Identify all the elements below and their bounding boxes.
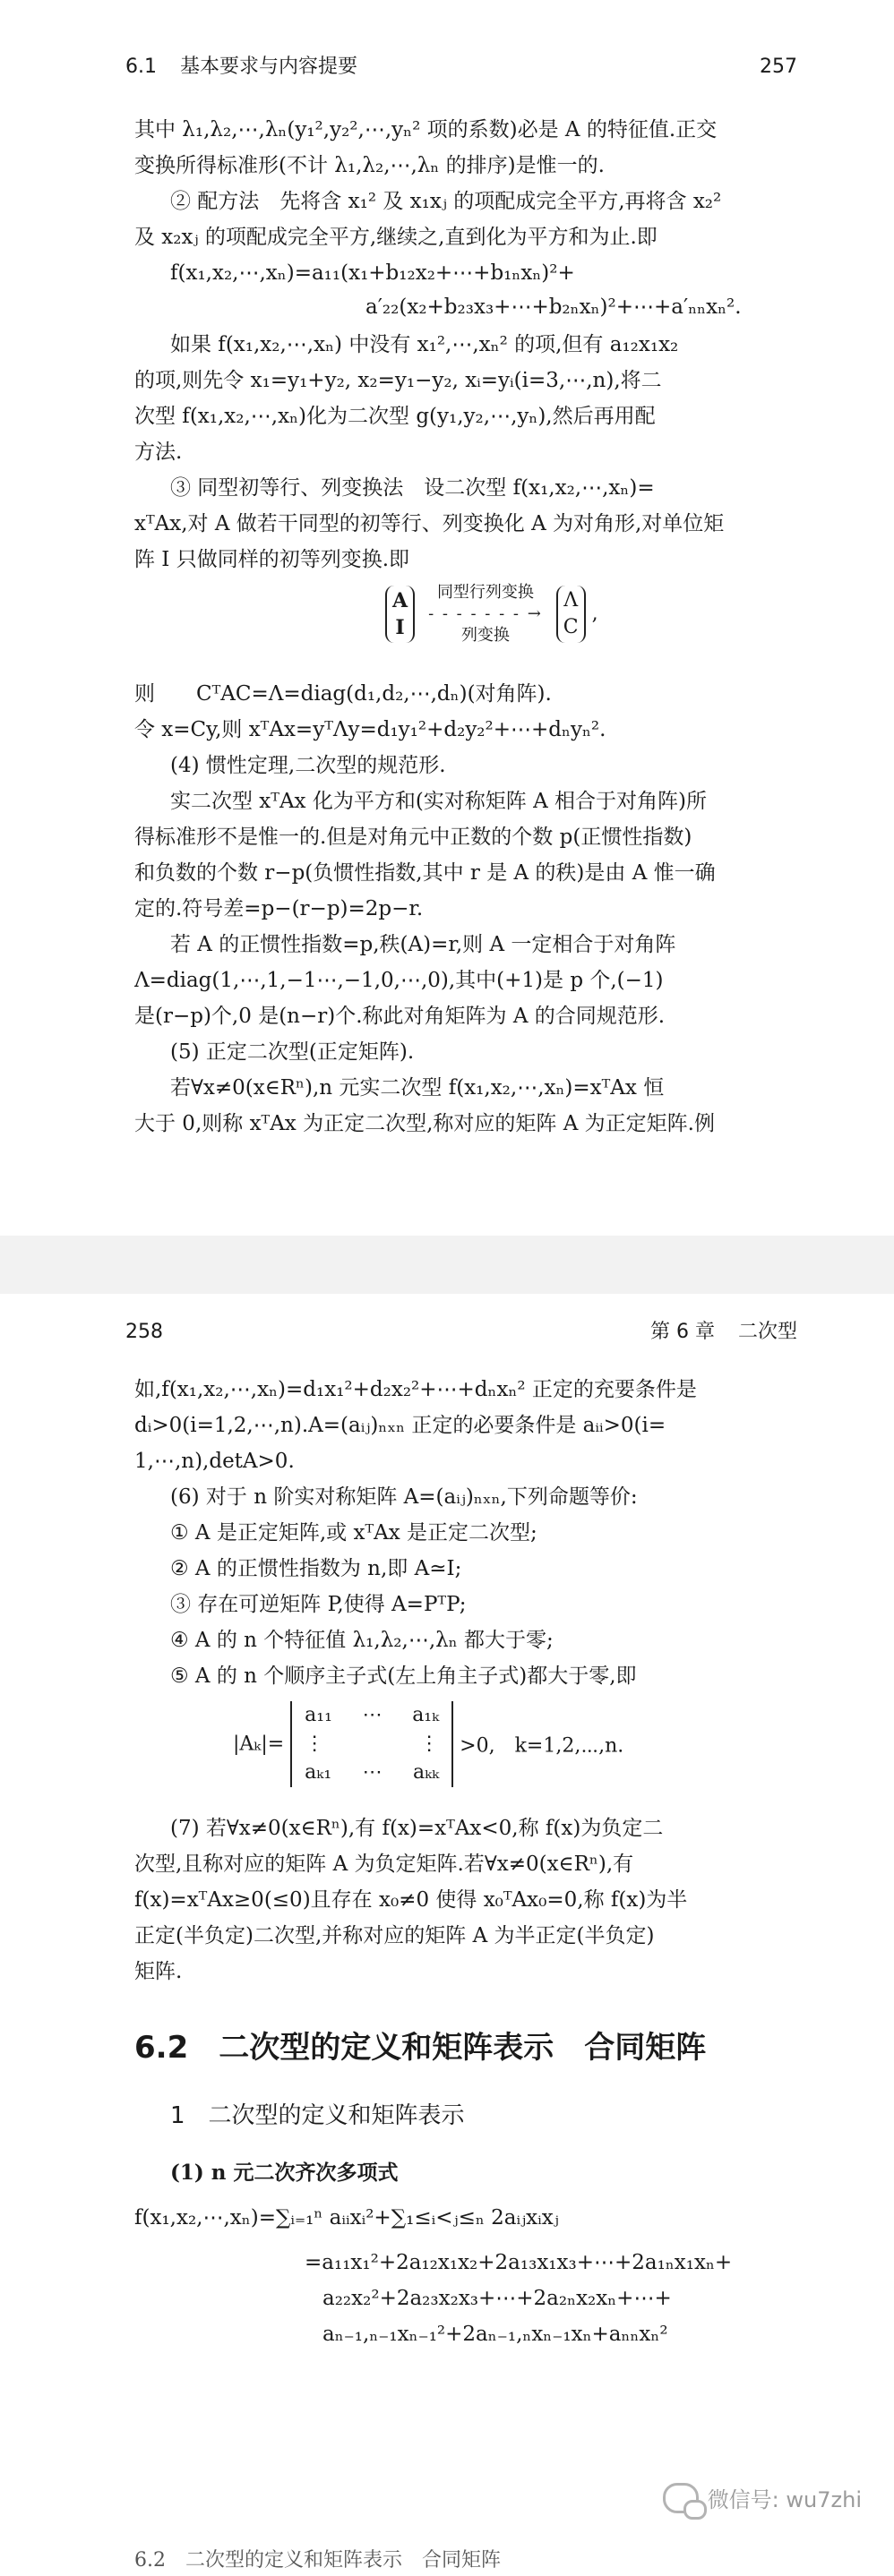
text-line: Λ=diag(1,⋯,1,−1⋯,−1,0,⋯,0),其中(+1)是 p 个,(−1) xyxy=(134,969,664,992)
text-line: (5) 正定二次型(正定矩阵). xyxy=(170,1040,415,1064)
dashed-arrow-icon: - - - - - - - → xyxy=(428,604,543,623)
formula-line: aₙ₋₁,ₙ₋₁xₙ₋₁²+2aₙ₋₁,ₙxₙ₋₁xₙ+aₙₙxₙ² xyxy=(322,2323,668,2346)
matrix-entry: I xyxy=(395,616,405,639)
text-line: 1,⋯,n),detA>0. xyxy=(134,1450,295,1473)
det-entry: aₖ₁ xyxy=(305,1761,332,1784)
text-line: 和负数的个数 r−p(负惯性指数,其中 r 是 A 的秩)是由 A 惟一确 xyxy=(134,861,716,885)
text-line: 若∀x≠0(x∈Rⁿ),n 元实二次型 f(x₁,x₂,⋯,xₙ)=xᵀAx 恒 xyxy=(170,1076,665,1100)
formula-line: f(x₁,x₂,⋯,xₙ)=a₁₁(x₁+b₁₂x₂+⋯+b₁ₙxₙ)²+ xyxy=(170,261,575,285)
text-line: 定的.符号差=p−(r−p)=2p−r. xyxy=(134,897,424,920)
page-header xyxy=(125,54,797,81)
left-block-matrix xyxy=(385,586,415,643)
text-line: f(x)=xᵀAx≥0(≤0)且存在 x₀≠0 使得 x₀ᵀAx₀=0,称 f(x)为半 xyxy=(134,1888,688,1912)
text-line: 如,f(x₁,x₂,⋯,xₙ)=d₁x₁²+d₂x₂²+⋯+dₙxₙ² 正定的充要条件是 xyxy=(134,1378,697,1401)
det-grid xyxy=(290,1701,453,1787)
det-label: |Aₖ|= xyxy=(233,1733,285,1756)
det-entry: ⋮ xyxy=(305,1733,325,1755)
det-entry: a₁ₖ xyxy=(412,1704,440,1726)
arrow-top-label: 同型行列变换 xyxy=(436,583,534,602)
formula-line: a₂₂x₂²+2a₂₃x₂x₃+⋯+2a₂ₙx₂xₙ+⋯+ xyxy=(322,2287,672,2310)
text-line: ② A 的正惯性指数为 n,即 A≃I; xyxy=(170,1557,462,1580)
formula-line: a′₂₂(x₂+b₂₃x₃+⋯+b₂ₙxₙ)²+⋯+a′ₙₙxₙ². xyxy=(365,295,742,319)
text-line: dᵢ>0(i=1,2,⋯,n).A=(aᵢⱼ)ₙₓₙ 正定的必要条件是 aᵢᵢ>0(i= xyxy=(134,1414,666,1437)
matrix-entry: C xyxy=(563,616,579,638)
header-page-number: 258 xyxy=(125,1321,163,1343)
trailing-comma: , xyxy=(591,603,598,625)
text-line: ③ 存在可逆矩阵 P,使得 A=PᵀP; xyxy=(170,1593,467,1616)
text-line: 若 A 的正惯性指数=p,秩(A)=r,则 A 一定相合于对角阵 xyxy=(170,933,676,956)
text-line: 其中 λ₁,λ₂,⋯,λₙ(y₁²,y₂²,⋯,yₙ² 项的系数)必是 A 的特征值.正交 xyxy=(134,118,718,141)
header-section: 6.1 xyxy=(125,56,157,78)
formula-line: =a₁₁x₁²+2a₁₂x₁x₂+2a₁₃x₁x₃+⋯+2a₁ₙx₁xₙ+ xyxy=(305,2251,733,2274)
page-258 xyxy=(0,1294,894,2576)
text-line: 变换所得标准形(不计 λ₁,λ₂,⋯,λₙ 的排序)是惟一的. xyxy=(134,154,605,177)
page-257 xyxy=(0,0,894,1236)
text-line: ① A 是正定矩阵,或 xᵀAx 是正定二次型; xyxy=(170,1521,537,1545)
text-line: 矩阵. xyxy=(134,1960,183,1983)
text-line: (4) 惯性定理,二次型的规范形. xyxy=(170,754,446,777)
text-line: 正定(半负定)二次型,并称对应的矩阵 A 为半正定(半负定) xyxy=(134,1924,655,1947)
text-line: xᵀAx,对 A 做若干同型的初等行、列变换化 A 为对角形,对单位矩 xyxy=(134,512,725,535)
det-entry: ⋯ xyxy=(362,1704,383,1726)
page-gap xyxy=(0,1236,894,1294)
arrow-bottom-label: 列变换 xyxy=(460,626,510,645)
text-line: (6) 对于 n 阶实对称矩阵 A=(aᵢⱼ)ₙₓₙ,下列命题等价: xyxy=(170,1485,638,1509)
item-title: (1) n 元二次齐次多项式 xyxy=(170,2161,399,2185)
text-line: 次型 f(x₁,x₂,⋯,xₙ)化为二次型 g(y₁,y₂,⋯,yₙ),然后再用配 xyxy=(134,405,656,428)
text-line: ⑤ A 的 n 个顺序主子式(左上角主子式)都大于零,即 xyxy=(170,1665,637,1688)
watermark-text: 微信号: wu7zhi xyxy=(707,2487,862,2512)
text-line: (7) 若∀x≠0(x∈Rⁿ),有 f(x)=xᵀAx<0,称 f(x)为负定二 xyxy=(170,1817,664,1840)
leading-minor-determinant xyxy=(233,1701,623,1787)
formula-line: f(x₁,x₂,⋯,xₙ)=∑ᵢ₌₁ⁿ aᵢᵢxᵢ²+∑₁≤ᵢ<ⱼ≤ₙ 2aᵢⱼxᵢxⱼ xyxy=(134,2206,559,2229)
text-line: 次型,且称对应的矩阵 A 为负定矩阵.若∀x≠0(x∈Rⁿ),有 xyxy=(134,1853,634,1876)
transform-arrow xyxy=(428,582,543,646)
header-chapter: 第 6 章 xyxy=(650,1321,715,1343)
det-entry: a₁₁ xyxy=(305,1704,332,1726)
text-line: 阵 I 只做同样的初等列变换.即 xyxy=(134,548,410,571)
text-line: 实二次型 xᵀAx 化为平方和(实对称矩阵 A 相合于对角阵)所 xyxy=(170,790,708,813)
text-line: 得标准形不是惟一的.但是对角元中正数的个数 p(正惯性指数) xyxy=(134,826,692,849)
next-page-cutoff-text: 6.2 二次型的定义和矩阵表示 合同矩阵 xyxy=(134,2549,501,2572)
elimination-matrix-diagram xyxy=(385,582,598,646)
text-line: 的项,则先令 x₁=y₁+y₂, x₂=y₁−y₂, xᵢ=yᵢ(i=3,⋯,n),将二 xyxy=(134,369,662,392)
header-title: 二次型 xyxy=(737,1321,797,1343)
det-entry: ⋮ xyxy=(419,1733,440,1755)
text-line: 是(r−p)个,0 是(n−r)个.称此对角矩阵为 A 的合同规范形. xyxy=(134,1005,666,1028)
matrix-entry: Λ xyxy=(563,589,579,612)
text-line: 如果 f(x₁,x₂,⋯,xₙ) 中没有 x₁²,⋯,xₙ² 的项,但有 a₁₂x₁x₂ xyxy=(170,333,679,356)
section-title: 6.2 二次型的定义和矩阵表示 合同矩阵 xyxy=(134,2030,707,2066)
text-line: 大于 0,则称 xᵀAx 为正定二次型,称对应的矩阵 A 为正定矩阵.例 xyxy=(134,1112,715,1135)
text-line: ④ A 的 n 个特征值 λ₁,λ₂,⋯,λₙ 都大于零; xyxy=(170,1629,554,1652)
text-line: 方法. xyxy=(134,441,183,464)
text-line: 则 CᵀAC=Λ=diag(d₁,d₂,⋯,dₙ)(对角阵). xyxy=(134,682,552,706)
text-line: ③ 同型初等行、列变换法 设二次型 f(x₁,x₂,⋯,xₙ)= xyxy=(170,476,655,500)
wechat-icon xyxy=(663,2483,699,2513)
right-block-matrix xyxy=(556,586,586,643)
text-line: 及 x₂xⱼ 的项配成完全平方,继续之,直到化为平方和为止.即 xyxy=(134,226,658,249)
text-line: 令 x=Cy,则 xᵀAx=yᵀΛy=d₁y₁²+d₂y₂²+⋯+dₙyₙ². xyxy=(134,718,606,741)
det-condition: >0, k=1,2,⋯,n. xyxy=(460,1734,624,1758)
page-header xyxy=(125,1319,797,1346)
text-line: ② 配方法 先将含 x₁² 及 x₁xⱼ 的项配成完全平方,再将含 x₂² xyxy=(170,190,722,213)
matrix-entry: A xyxy=(392,589,408,612)
subsection-title: 1 二次型的定义和矩阵表示 xyxy=(170,2102,465,2129)
det-entry: ⋯ xyxy=(362,1761,383,1784)
header-page-number: 257 xyxy=(760,56,797,78)
wechat-watermark xyxy=(663,2482,862,2513)
header-title: 基本要求与内容提要 xyxy=(180,56,358,78)
det-entry: aₖₖ xyxy=(412,1761,440,1784)
